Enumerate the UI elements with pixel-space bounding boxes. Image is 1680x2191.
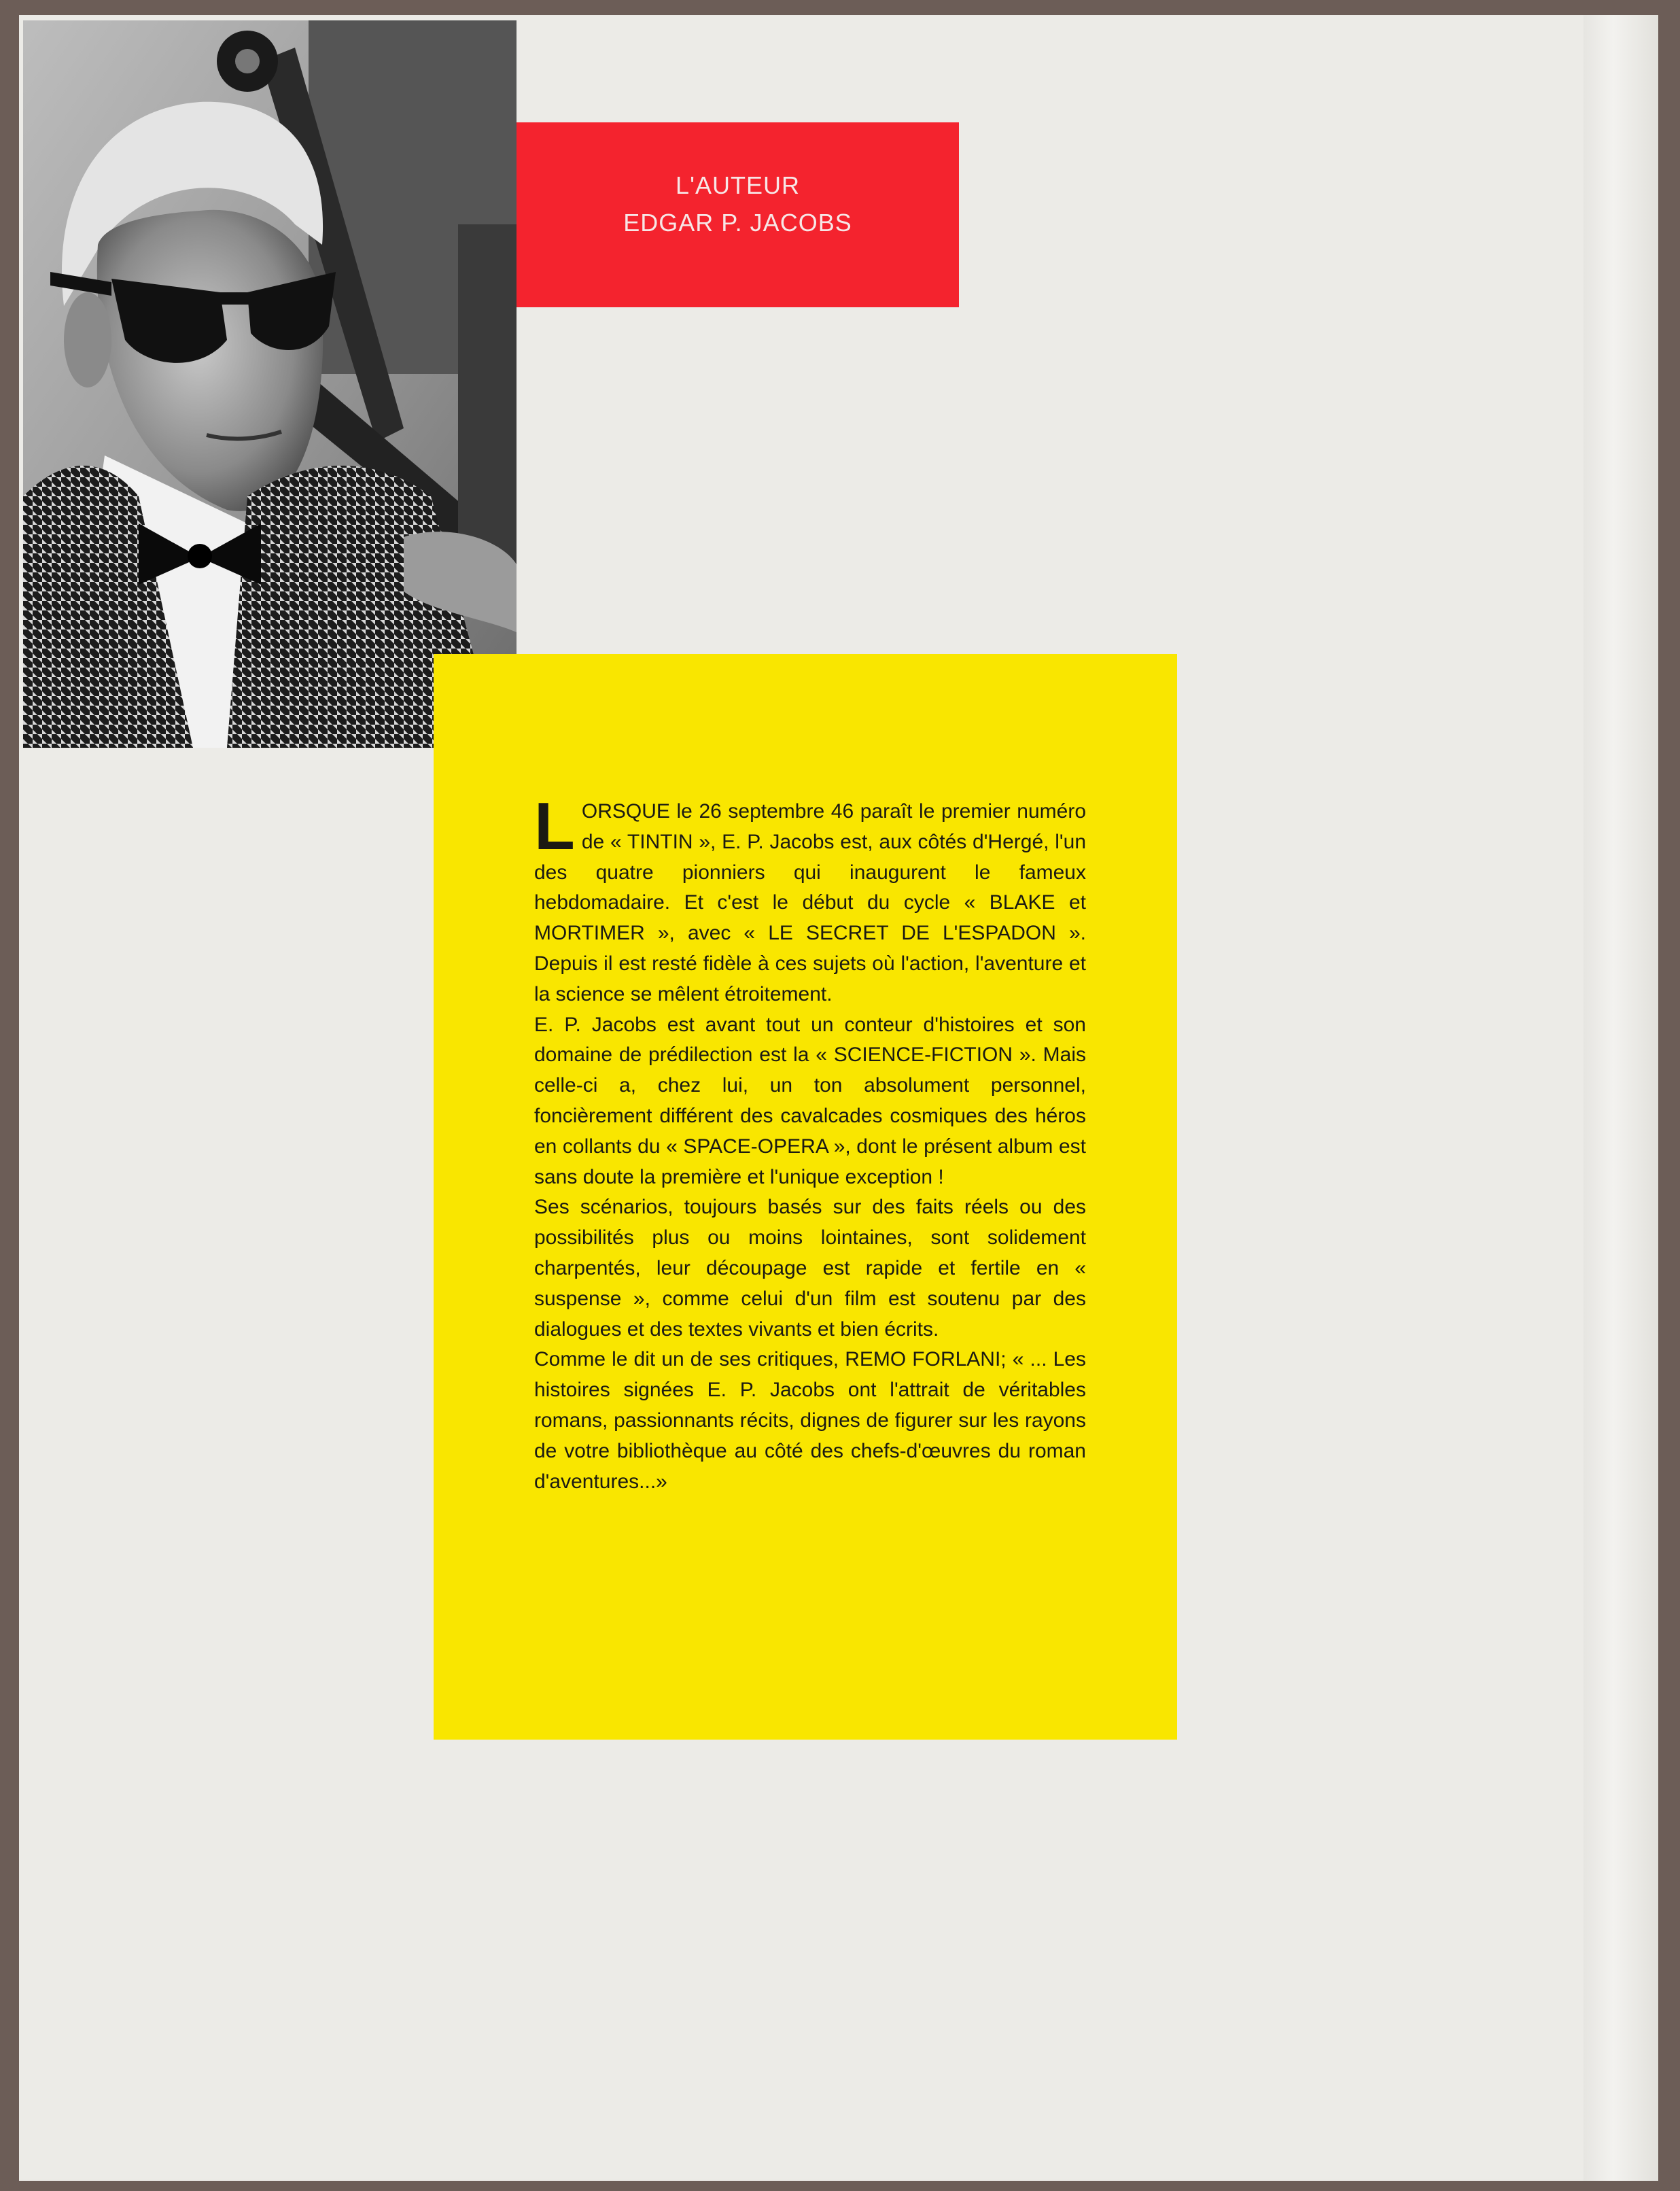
author-name: EDGAR P. JACOBS — [623, 209, 852, 237]
paragraph-1 — [534, 789, 1086, 1010]
biography-text — [534, 789, 1086, 1497]
author-title-panel — [517, 122, 959, 307]
drop-cap-letter: L — [534, 789, 575, 863]
paragraph-1-text: ORSQUE le 26 septembre 46 paraît le premier numéro de « TINTIN », E. P. Jacobs est, aux côtés d'Hergé, l'un des quatre pionniers qui inaugurent le fameux hebdomadaire. Et c'est le début du cycle « BLAKE et MORTIMER », avec « LE SECRET DE L'ESPADON ». Depuis il est resté fidèle à ces sujets où l'action, l'aventure et la science se mêlent étroitement. — [534, 800, 1086, 1005]
portrait-illustration — [23, 20, 517, 748]
book-back-cover — [19, 15, 1658, 2181]
book-spine — [1583, 15, 1658, 2181]
author-heading: L'AUTEUR — [676, 171, 800, 199]
paragraph-4: Comme le dit un de ses critiques, REMO FORLANI; « ... Les histoires signées E. P. Jacobs ont l'attrait de véritables romans, passionnants récits, dignes de figurer sur les rayons de votre bibliothèque au côté des chefs-d'œuvres du roman d'aventures...» — [534, 1348, 1086, 1493]
biography-panel — [434, 654, 1177, 1740]
paragraph-2: E. P. Jacobs est avant tout un conteur d'histoires et son domaine de prédilection est la « SCIENCE-FICTION ». Mais celle-ci a, chez lui, un ton absolument personnel, foncièrement différent des cavalcades cosmiques des héros en collants du « SPACE-OPERA », dont le présent album est sans doute la première et l'unique exception ! — [534, 1013, 1086, 1188]
author-portrait-photo — [23, 20, 517, 748]
paragraph-3: Ses scénarios, toujours basés sur des faits réels ou des possibilités plus ou moins lointaines, sont solidement charpentés, leur découpage est rapide et fertile en « suspense », comme celui d'un film est soutenu par des dialogues et des textes vivants et bien écrits. — [534, 1196, 1086, 1341]
